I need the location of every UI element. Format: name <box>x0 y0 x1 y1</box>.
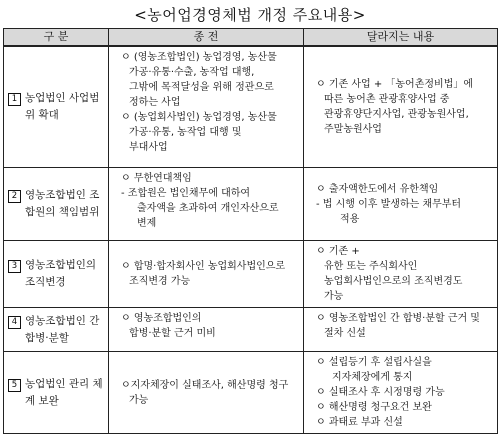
category-label: 농업법인 사업범위 확대 <box>25 92 100 121</box>
after-line: ㅇ 과태료 부과 신설 <box>316 417 403 428</box>
after-line: ㅇ 기존 + <box>316 246 360 257</box>
before-line: ㅇ (영농조합법인) 농업경영, 농산물 <box>121 52 277 63</box>
table-row <box>4 241 498 308</box>
table-header-row <box>4 29 498 47</box>
table-row <box>4 352 498 434</box>
after-cell <box>304 46 498 168</box>
before-line: 조직변경 가능 <box>129 276 191 287</box>
after-line: 적용 <box>340 213 360 225</box>
before-line: 가능 <box>129 394 149 406</box>
after-cell <box>304 241 498 308</box>
category-cell <box>4 308 109 352</box>
category-label: 영농조합법인 조합원의 책임범위 <box>25 189 100 218</box>
before-cell <box>109 46 304 168</box>
page-title: <농어업경영체법 개정 주요내용> <box>134 6 366 24</box>
before-line: - 조합원은 법인채무에 대하여 <box>121 188 251 199</box>
category-cell <box>4 241 109 308</box>
before-line: 가공·유통, 농작업 대행 및 <box>129 127 242 138</box>
row-number-box: 4 <box>8 316 21 329</box>
amendment-table <box>3 28 498 434</box>
category-label: 영농조합법인의 조직변경 <box>25 259 97 288</box>
before-line: ㅇ 영농조합법인의 <box>121 313 202 324</box>
table-row <box>4 168 498 241</box>
after-line: ㅇ 기존 사업 + 「농어촌정비법」에 <box>316 79 474 90</box>
after-cell <box>304 308 498 352</box>
category-label: 영농조합법인 간 합병·분할 <box>25 314 100 344</box>
after-line: 지자체장에게 통지 <box>332 372 413 383</box>
after-line: 절차 신설 <box>324 328 366 339</box>
category-cell <box>4 46 109 168</box>
before-line: ㅇ 무한연대책임 <box>121 173 192 184</box>
table-row <box>4 308 498 352</box>
before-line: ㅇ지자체장이 실태조사, 해산명령 청구 <box>121 379 289 391</box>
after-line: 관광휴양단지사업, 관광농원사업, <box>324 109 469 120</box>
after-line: 가능 <box>324 291 344 302</box>
row-number-box: 3 <box>8 260 21 273</box>
row-number-box: 2 <box>8 190 21 203</box>
before-cell <box>109 352 304 434</box>
after-line: - 법 시행 이후 발생하는 채무부터 <box>316 198 462 210</box>
category-cell <box>4 352 109 434</box>
before-line: ㅇ 합명·합자회사인 농업회사법인으로 <box>121 261 286 272</box>
after-line: ㅇ 설립등기 후 설립사실을 <box>316 357 432 368</box>
after-line: ㅇ 실태조사 후 시정명령 가능 <box>316 387 445 398</box>
before-line: 정하는 사업 <box>129 97 181 108</box>
header-category: 구 분 <box>4 29 109 47</box>
after-line: 따른 농어촌 관광휴양사업 중 <box>324 94 450 105</box>
before-line: 그밖에 목적달성을 위해 정관으로 <box>129 82 274 93</box>
after-line: ㅇ 영농조합법인 간 합병·분할 근거 및 <box>316 313 480 324</box>
row-number-box: 1 <box>8 93 21 106</box>
before-cell <box>109 168 304 241</box>
after-line: ㅇ 해산명령 청구요건 보완 <box>316 402 432 413</box>
before-line: 부대사업 <box>129 142 168 153</box>
after-line: ㅇ 출자액한도에서 유한책임 <box>316 183 439 195</box>
before-cell <box>109 241 304 308</box>
after-cell <box>304 352 498 434</box>
after-line: 주말농원사업 <box>324 124 382 135</box>
before-line: 가공·유통·수출, 농작업 대행, <box>129 67 255 78</box>
after-cell <box>304 168 498 241</box>
before-line: 출자액을 초과하여 개인자산으로 <box>137 203 279 214</box>
header-before: 종 전 <box>109 29 304 47</box>
before-line: 변제 <box>137 218 157 229</box>
before-cell <box>109 308 304 352</box>
after-line: 유한 또는 주식회사인 <box>324 261 418 272</box>
before-line: 합병·분할 근거 미비 <box>129 328 216 339</box>
after-line: 농업회사법인으로의 조직변경도 <box>324 276 463 287</box>
before-line: ㅇ (농업회사법인) 농업경영, 농산물 <box>121 112 277 123</box>
category-cell <box>4 168 109 241</box>
table-row <box>4 46 498 168</box>
header-after: 달라지는 내용 <box>304 29 498 47</box>
category-label: 농업법인 관리 체계 보완 <box>25 377 103 407</box>
row-number-box: 5 <box>8 379 21 392</box>
